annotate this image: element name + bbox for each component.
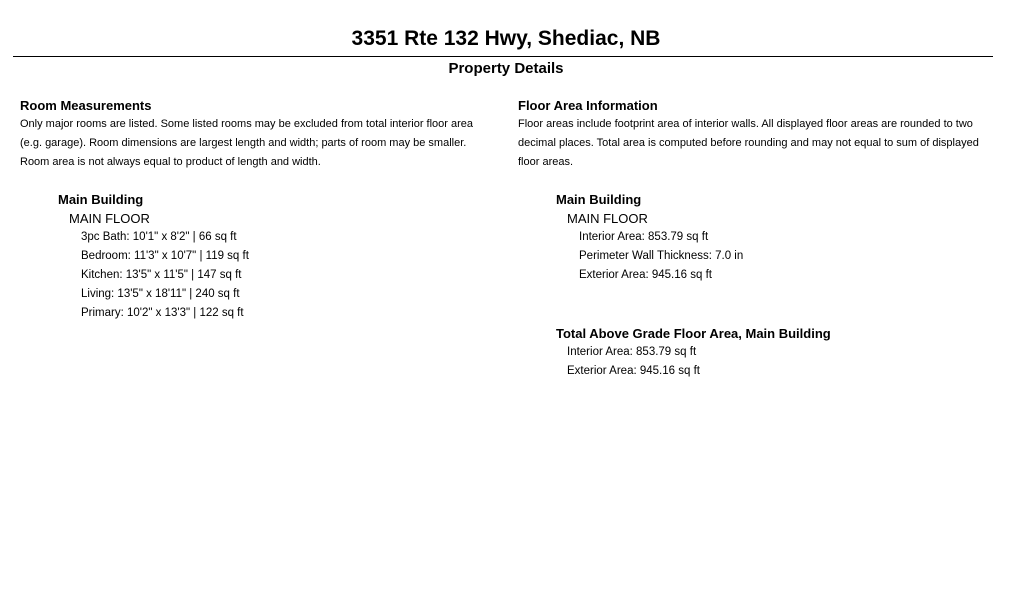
total-area-list <box>567 343 1003 381</box>
floor-name: MAIN FLOOR <box>567 211 648 226</box>
room-list <box>81 228 495 323</box>
page-subtitle: Property Details <box>448 60 564 77</box>
room-item: Living: 13'5" x 18'11" | 240 sq ft <box>81 288 240 300</box>
room-measurements-section <box>20 98 495 323</box>
title-divider <box>13 56 993 57</box>
floor-name: MAIN FLOOR <box>69 211 150 226</box>
detail-item: Interior Area: 853.79 sq ft <box>579 231 709 243</box>
total-item: Interior Area: 853.79 sq ft <box>567 346 697 358</box>
room-measurements-description: Only major rooms are listed. Some listed rooms may be excluded from total interior floor area (e.g. garage). Room dimensions are largest length and width; parts of room may be smaller. Room area is not always equal to product of length and width. <box>20 118 474 168</box>
detail-item: Exterior Area: 945.16 sq ft <box>579 269 712 281</box>
detail-item: Perimeter Wall Thickness: 7.0 in <box>579 250 744 262</box>
building-name: Main Building <box>556 192 642 207</box>
building-name: Main Building <box>58 192 144 207</box>
floor-area-details <box>579 228 1003 285</box>
room-item: Primary: 10'2" x 13'3" | 122 sq ft <box>81 307 244 319</box>
total-area-heading: Total Above Grade Floor Area, Main Building <box>556 326 831 341</box>
floor-area-description: Floor areas include footprint area of interior walls. All displayed floor areas are rounded to two decimal places. Total area is computed before rounding and may not equal to sum of displayed floor areas. <box>518 118 979 168</box>
room-item: 3pc Bath: 10'1" x 8'2" | 66 sq ft <box>81 231 237 243</box>
room-item: Bedroom: 11'3" x 10'7" | 119 sq ft <box>81 250 249 262</box>
room-item: Kitchen: 13'5" x 11'5" | 147 sq ft <box>81 269 242 281</box>
page-title: 3351 Rte 132 Hwy, Shediac, NB <box>351 27 661 50</box>
room-measurements-heading: Room Measurements <box>20 98 152 113</box>
floor-area-section <box>518 98 1003 381</box>
floor-area-heading: Floor Area Information <box>518 98 658 113</box>
total-item: Exterior Area: 945.16 sq ft <box>567 365 700 377</box>
